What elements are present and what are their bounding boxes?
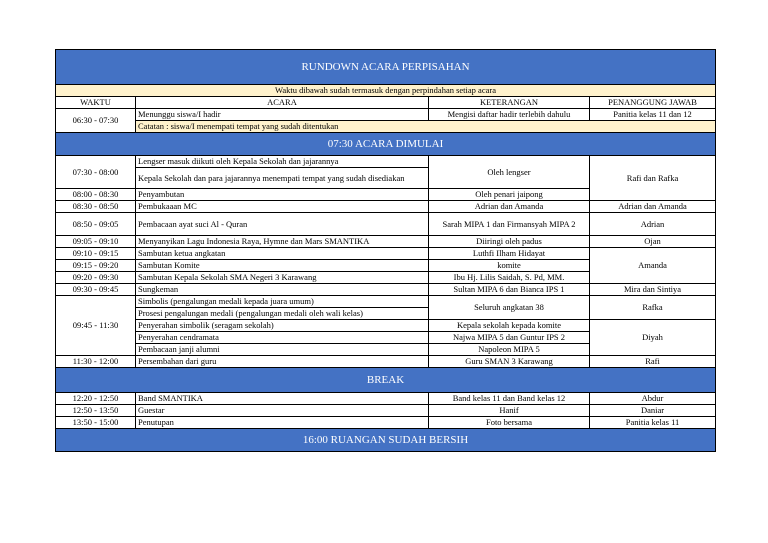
pj-cell: Daniar bbox=[590, 405, 716, 417]
waktu-cell: 09:45 - 11:30 bbox=[56, 296, 136, 356]
keterangan-cell: Luthfi Ilham Hidayat bbox=[429, 248, 590, 260]
acara-cell: Pembukaaan MC bbox=[136, 201, 429, 213]
acara-cell: Penyerahan cendramata bbox=[136, 332, 429, 344]
pj-cell: Rafka bbox=[590, 296, 716, 320]
column-header-row bbox=[56, 97, 716, 109]
waktu-cell: 08:30 - 08:50 bbox=[56, 201, 136, 213]
catatan-cell: Catatan : siswa/I menempati tempat yang sudah ditentukan bbox=[136, 121, 716, 133]
pj-cell: Adrian bbox=[590, 213, 716, 236]
pj-cell: Panitia kelas 11 bbox=[590, 417, 716, 429]
table-row bbox=[56, 109, 716, 121]
acara-cell: Lengser masuk diikuti oleh Kepala Sekolah dan jajarannya bbox=[136, 156, 429, 168]
acara-cell: Penutupan bbox=[136, 417, 429, 429]
acara-cell: Penyambutan bbox=[136, 189, 429, 201]
note-text: Waktu dibawah sudah termasuk dengan perpindahan setiap acara bbox=[56, 85, 716, 97]
waktu-cell: 12:20 - 12:50 bbox=[56, 393, 136, 405]
keterangan-cell: Diiringi oleh padus bbox=[429, 236, 590, 248]
table-row bbox=[56, 236, 716, 248]
table-row bbox=[56, 201, 716, 213]
section-header-end bbox=[56, 429, 716, 452]
acara-cell: Sambutan Kepala Sekolah SMA Negeri 3 Karawang bbox=[136, 272, 429, 284]
table-row bbox=[56, 417, 716, 429]
keterangan-cell: Ibu Hj. Lilis Saidah, S. Pd, MM. bbox=[429, 272, 590, 284]
col-header-pj: PENANGGUNG JAWAB bbox=[590, 97, 716, 109]
keterangan-cell: Adrian dan Amanda bbox=[429, 201, 590, 213]
keterangan-cell: Seluruh angkatan 38 bbox=[429, 296, 590, 320]
acara-cell: Penyerahan simbolik (seragam sekolah) bbox=[136, 320, 429, 332]
col-header-waktu: WAKTU bbox=[56, 97, 136, 109]
pj-cell: Adrian dan Amanda bbox=[590, 201, 716, 213]
keterangan-cell: Mengisi daftar hadir terlebih dahulu bbox=[429, 109, 590, 121]
table-row bbox=[56, 356, 716, 368]
acara-cell: Band SMANTIKA bbox=[136, 393, 429, 405]
keterangan-cell: Foto bersama bbox=[429, 417, 590, 429]
keterangan-cell: Sarah MIPA 1 dan Firmansyah MIPA 2 bbox=[429, 213, 590, 236]
pj-cell: Mira dan Sintiya bbox=[590, 284, 716, 296]
waktu-cell: 06:30 - 07:30 bbox=[56, 109, 136, 133]
waktu-cell: 07:30 - 08:00 bbox=[56, 156, 136, 189]
keterangan-cell: Band kelas 11 dan Band kelas 12 bbox=[429, 393, 590, 405]
table-row bbox=[56, 393, 716, 405]
title-row bbox=[56, 50, 716, 85]
table-row bbox=[56, 296, 716, 308]
table-row bbox=[56, 284, 716, 296]
waktu-cell: 09:05 - 09:10 bbox=[56, 236, 136, 248]
section-title: 07:30 ACARA DIMULAI bbox=[56, 133, 716, 156]
waktu-cell: 08:00 - 08:30 bbox=[56, 189, 136, 201]
pj-cell: Diyah bbox=[590, 320, 716, 356]
acara-cell: Pembacaan janji alumni bbox=[136, 344, 429, 356]
waktu-cell: 09:30 - 09:45 bbox=[56, 284, 136, 296]
keterangan-cell: Napoleon MIPA 5 bbox=[429, 344, 590, 356]
pj-cell: Ojan bbox=[590, 236, 716, 248]
section-title: 16:00 RUANGAN SUDAH BERSIH bbox=[56, 429, 716, 452]
acara-cell: Sungkeman bbox=[136, 284, 429, 296]
keterangan-cell: komite bbox=[429, 260, 590, 272]
acara-cell: Simbolis (pengalungan medali kepada juara umum) bbox=[136, 296, 429, 308]
waktu-cell: 13:50 - 15:00 bbox=[56, 417, 136, 429]
waktu-cell: 09:10 - 09:15 bbox=[56, 248, 136, 260]
acara-cell: Prosesi pengalungan medali (pengalungan medali oleh wali kelas) bbox=[136, 308, 429, 320]
section-header-break bbox=[56, 368, 716, 393]
acara-cell: Sambutan Komite bbox=[136, 260, 429, 272]
keterangan-cell: Oleh penari jaipong bbox=[429, 189, 590, 201]
table-row bbox=[56, 248, 716, 260]
waktu-cell: 09:20 - 09:30 bbox=[56, 272, 136, 284]
acara-cell: Pembacaan ayat suci Al - Quran bbox=[136, 213, 429, 236]
keterangan-cell: Kepala sekolah kepada komite bbox=[429, 320, 590, 332]
keterangan-cell: Najwa MIPA 5 dan Guntur IPS 2 bbox=[429, 332, 590, 344]
pj-cell: Rafi bbox=[590, 356, 716, 368]
pj-cell: Amanda bbox=[590, 248, 716, 284]
pj-cell: Panitia kelas 11 dan 12 bbox=[590, 109, 716, 121]
keterangan-cell: Sultan MIPA 6 dan Bianca IPS 1 bbox=[429, 284, 590, 296]
col-header-keterangan: KETERANGAN bbox=[429, 97, 590, 109]
acara-cell: Sambutan ketua angkatan bbox=[136, 248, 429, 260]
table-row bbox=[56, 156, 716, 168]
keterangan-cell: Oleh lengser bbox=[429, 156, 590, 189]
section-header-start bbox=[56, 133, 716, 156]
acara-cell: Menunggu siswa/I hadir bbox=[136, 109, 429, 121]
acara-cell: Persembahan dari guru bbox=[136, 356, 429, 368]
waktu-cell: 11:30 - 12:00 bbox=[56, 356, 136, 368]
waktu-cell: 12:50 - 13:50 bbox=[56, 405, 136, 417]
acara-cell: Guestar bbox=[136, 405, 429, 417]
pj-cell: Abdur bbox=[590, 393, 716, 405]
keterangan-cell: Hanif bbox=[429, 405, 590, 417]
waktu-cell: 08:50 - 09:05 bbox=[56, 213, 136, 236]
table-row bbox=[56, 405, 716, 417]
table-row bbox=[56, 320, 716, 332]
note-row bbox=[56, 85, 716, 97]
table-row bbox=[56, 213, 716, 236]
waktu-cell: 09:15 - 09:20 bbox=[56, 260, 136, 272]
col-header-acara: ACARA bbox=[136, 97, 429, 109]
section-title: BREAK bbox=[56, 368, 716, 393]
pj-cell: Rafi dan Rafka bbox=[590, 156, 716, 201]
table-row bbox=[56, 121, 716, 133]
acara-cell: Kepala Sekolah dan para jajarannya menempati tempat yang sudah disediakan bbox=[136, 168, 429, 189]
keterangan-cell: Guru SMAN 3 Karawang bbox=[429, 356, 590, 368]
page-title: RUNDOWN ACARA PERPISAHAN bbox=[56, 50, 716, 85]
acara-cell: Menyanyikan Lagu Indonesia Raya, Hymne dan Mars SMANTIKA bbox=[136, 236, 429, 248]
rundown-table bbox=[55, 49, 716, 452]
